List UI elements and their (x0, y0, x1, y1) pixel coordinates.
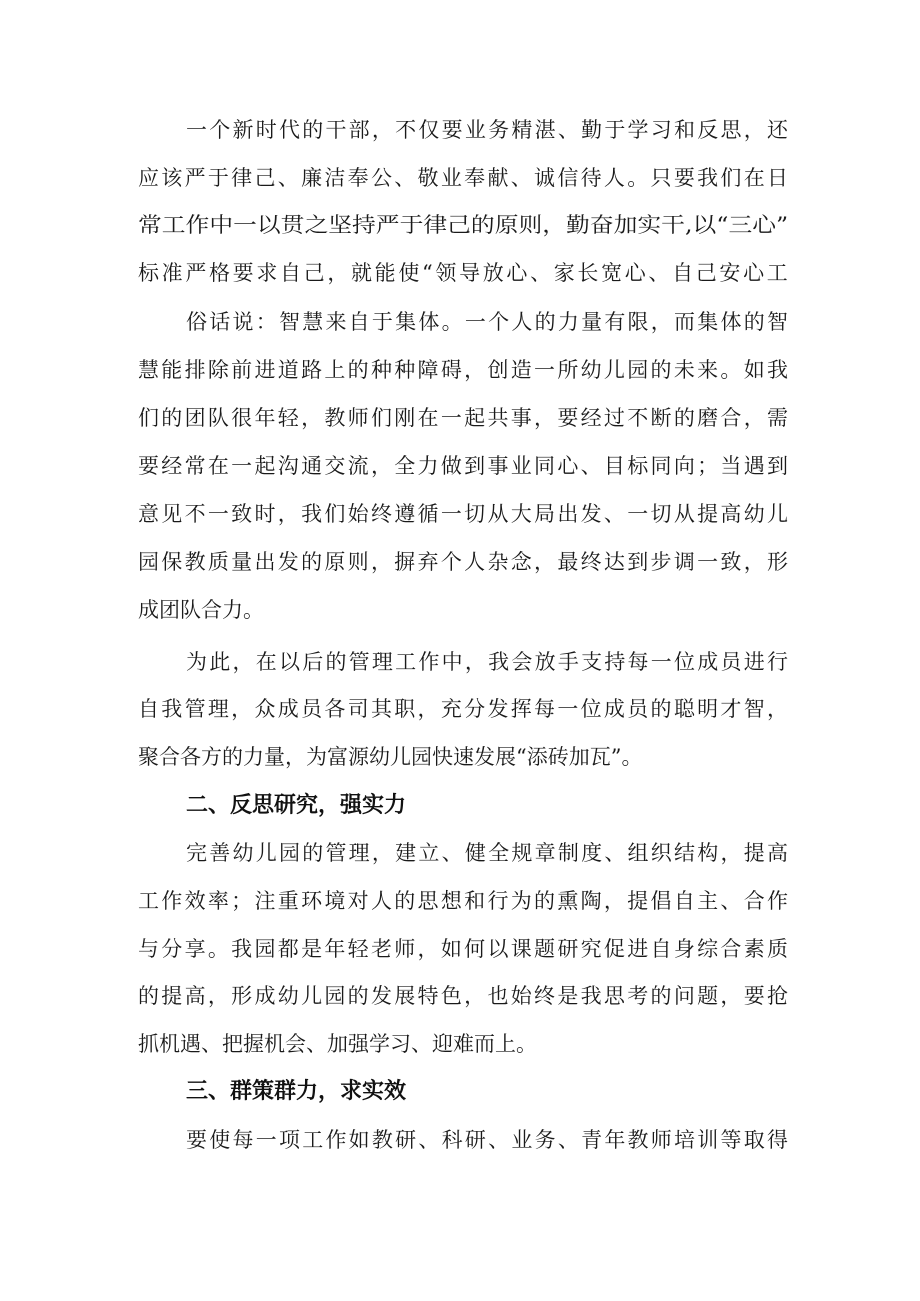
paragraph-1-line-1: 一个新时代的干部，不仅要业务精湛、勤于学习和反思，还 (186, 118, 791, 142)
paragraph-2-line-2: 慧能排除前进道路上的种种障碍，创造一所幼儿园的未来。如我 (138, 358, 791, 382)
paragraph-2-line-3: 们的团队很年轻，教师们刚在一起共事，要经过不断的磨合，需 (138, 406, 791, 430)
paragraph-1-line-3: 常工作中一以贯之坚持严于律己的原则，勤奋加实干,以“三心” (138, 213, 789, 237)
section-heading-3: 三、群策群力，求实效 (186, 1079, 407, 1104)
paragraph-4-line-5: 抓机遇、把握机会、加强学习、迎难而上。 (138, 1032, 537, 1056)
paragraph-5-line-1: 要使每一项工作如教研、科研、业务、青年教师培训等取得 (186, 1128, 791, 1152)
paragraph-2-line-1: 俗话说：智慧来自于集体。一个人的力量有限，而集体的智 (186, 310, 791, 334)
paragraph-4-line-2: 工作效率；注重环境对人的思想和行为的熏陶，提倡自主、合作 (138, 889, 791, 913)
paragraph-2-line-5: 意见不一致时，我们始终遵循一切从大局出发、一切从提高幼儿 (138, 502, 791, 526)
paragraph-2-line-4: 要经常在一起沟通交流，全力做到事业同心、目标同向；当遇到 (138, 454, 791, 478)
paragraph-4-line-4: 的提高，形成幼儿园的发展特色，也始终是我思考的问题，要抢 (138, 984, 791, 1008)
paragraph-3-line-3: 聚合各方的力量，为富源幼儿园快速发展“添砖加瓦”。 (138, 745, 643, 769)
paragraph-3-line-1: 为此，在以后的管理工作中，我会放手支持每一位成员进行 (186, 650, 791, 674)
paragraph-3-line-2: 自我管理，众成员各司其职，充分发挥每一位成员的聪明才智， (138, 697, 791, 721)
paragraph-1-line-2: 应该严于律己、廉洁奉公、敬业奉献、诚信待人。只要我们在日 (138, 166, 791, 190)
paragraph-1-line-4: 标准严格要求自己，就能使“领导放心、家长宽心、自己安心工 (138, 261, 791, 285)
paragraph-4-line-1: 完善幼儿园的管理，建立、健全规章制度、组织结构，提高 (186, 841, 791, 865)
paragraph-4-line-3: 与分享。我园都是年轻老师，如何以课题研究促进自身综合素质 (138, 937, 791, 961)
section-heading-2: 二、反思研究，强实力 (186, 793, 407, 818)
paragraph-2-line-6: 园保教质量出发的原则，摒弃个人杂念，最终达到步调一致，形 (138, 550, 791, 574)
paragraph-2-line-7: 成团队合力。 (138, 598, 264, 622)
